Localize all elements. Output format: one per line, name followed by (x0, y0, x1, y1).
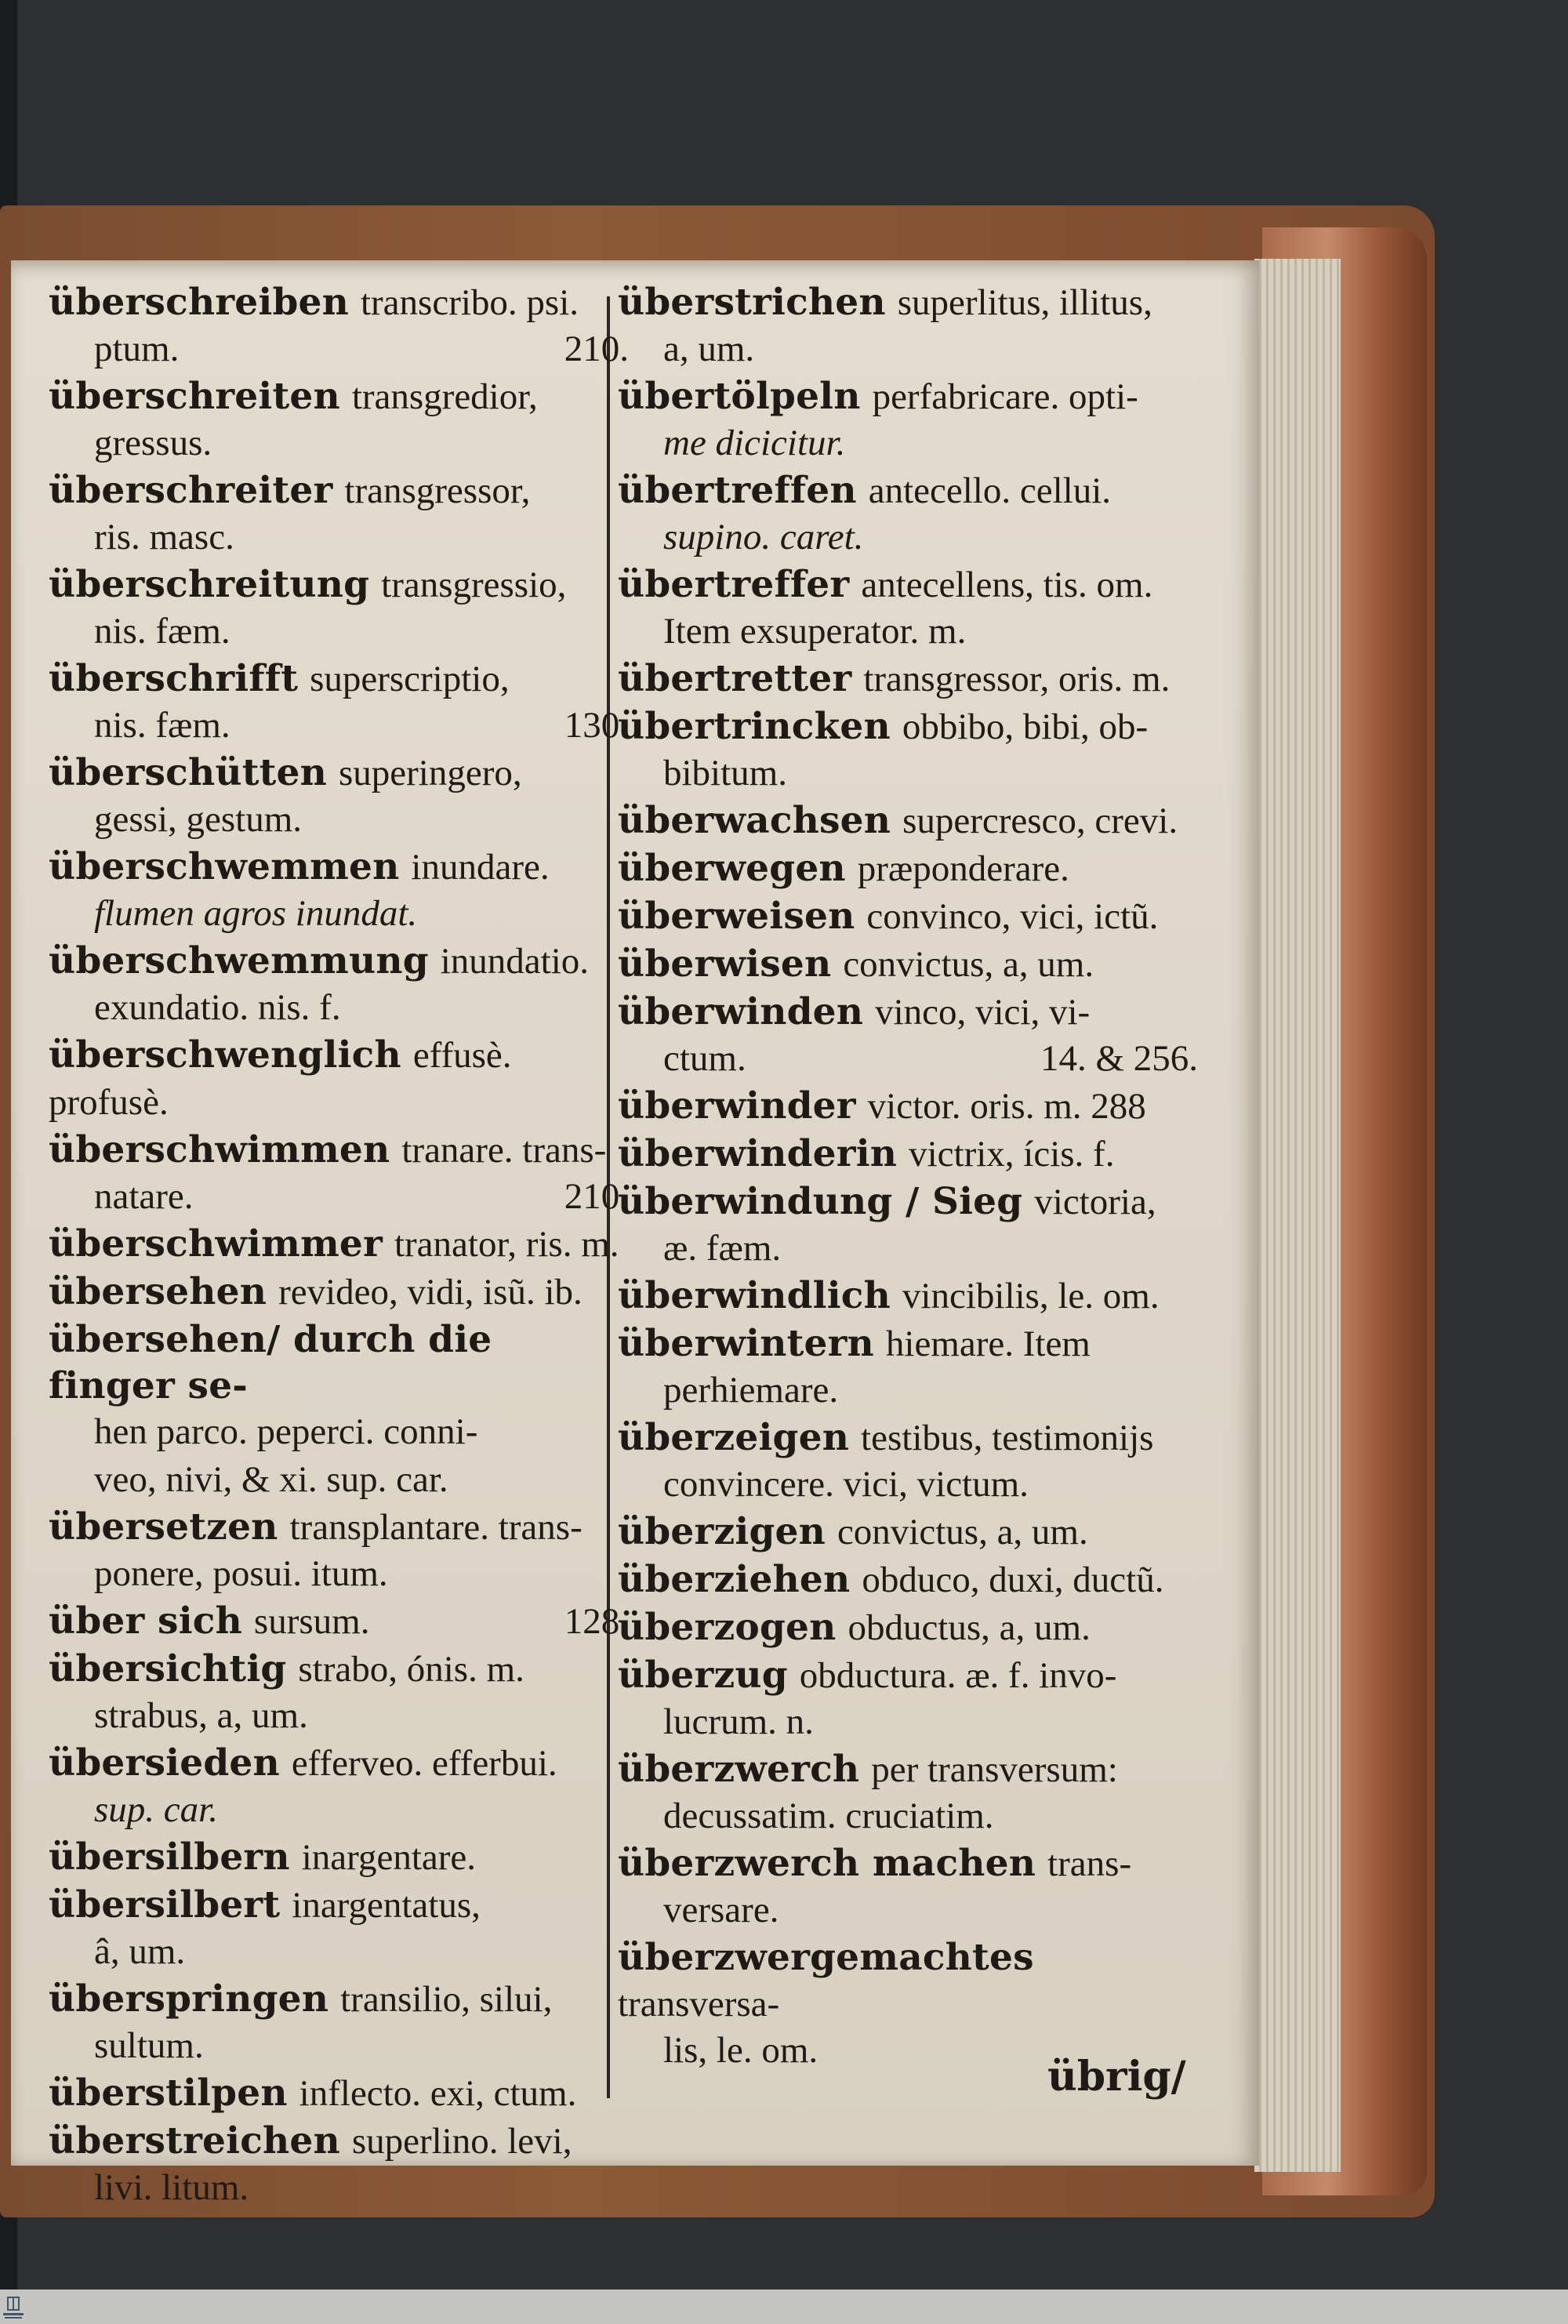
entry-headword: übertreffer (618, 563, 850, 606)
entry-line (49, 1646, 629, 1693)
entry-headword: überschwimmer (49, 1222, 383, 1265)
entry-translation: transgressor, oris. m. (863, 659, 1171, 699)
entry-line (49, 1221, 629, 1268)
entry-headword: überwindung / Sieg (618, 1180, 1023, 1223)
entry-translation: antecellens, tis. om. (861, 565, 1153, 605)
entry-headword: überschütten (49, 751, 328, 794)
entry-headword: überwinden (618, 990, 864, 1033)
entry-headword: überzwerch (618, 1748, 860, 1791)
entry-line (49, 373, 629, 420)
entry-translation: tranator, ris. m. (394, 1224, 619, 1265)
entry-line (618, 1178, 1198, 1226)
entry-translation: inargentare. (301, 1837, 476, 1878)
entry-continuation: natare. (94, 1176, 194, 1217)
entry-continuation: decussatim. cruciatim. (663, 1796, 994, 1836)
dictionary-entry (49, 1834, 629, 1881)
dictionary-entry (49, 844, 629, 937)
dictionary-entry (618, 1746, 1198, 1839)
entry-translation: effusè. profusè. (49, 1035, 512, 1123)
dictionary-entry (618, 1178, 1198, 1272)
entry-continuation: livi. litum. (94, 2167, 249, 2208)
entry-translation: inundatio. (440, 941, 590, 982)
entry-line (49, 750, 629, 797)
entry-continuation: strabus, a, um. (94, 1695, 308, 1736)
dictionary-entry (49, 938, 629, 1031)
entry-headword: überschreiten (49, 375, 340, 418)
dictionary-entry (618, 1840, 1198, 1934)
dictionary-entry (618, 703, 1198, 797)
entry-line (618, 989, 1198, 1036)
entry-headword: überwachsen (618, 799, 891, 842)
entry-translation: inflecto. exi, ctum. (299, 2073, 577, 2114)
entry-continuation: sultum. (94, 2025, 204, 2066)
dictionary-entry (49, 2070, 629, 2117)
entry-line (618, 845, 1198, 892)
entry-line (618, 1083, 1198, 1130)
entry-line (618, 1273, 1198, 1320)
dictionary-entry (49, 1740, 629, 1833)
entry-headword: überspringen (49, 1977, 329, 2021)
entry-line (618, 1934, 1198, 2028)
dictionary-entry (618, 989, 1198, 1082)
entry-translation: obductura. æ. f. invo- (799, 1655, 1117, 1696)
entry-line (618, 279, 1198, 326)
page-reference: 128. (564, 1601, 629, 1642)
dictionary-entry (49, 1221, 629, 1268)
entry-line (618, 941, 1198, 988)
dictionary-entry (49, 1598, 629, 1645)
dictionary-entry (618, 797, 1198, 844)
entry-line (618, 1840, 1198, 1887)
entry-headword: überzwergemachtes (618, 1936, 1034, 1979)
entry-translation: inargentatus, (292, 1885, 481, 1926)
entry-headword: übersieden (49, 1741, 280, 1785)
library-logo-icon (2, 2294, 25, 2321)
dictionary-entry (618, 1131, 1198, 1178)
entry-headword: übersehen/ durch die finger se- (49, 1318, 492, 1407)
entry-continuation: ponere, posui. itum. (94, 1553, 388, 1594)
entry-headword: überweisen (618, 895, 855, 938)
entry-translation: supercresco, crevi. (902, 801, 1178, 841)
entry-translation: revideo, vidi, isũ. ib. (278, 1272, 583, 1313)
dictionary-entry (49, 467, 629, 561)
dictionary-entry (49, 1504, 629, 1597)
entry-line (618, 655, 1198, 703)
dictionary-entry (49, 279, 629, 372)
entry-line (49, 279, 629, 326)
dictionary-entry (618, 1652, 1198, 1745)
entry-line (49, 1269, 629, 1316)
entry-translation: victor. oris. m. 288 (867, 1086, 1146, 1127)
entry-headword: übersilbern (49, 1836, 290, 1879)
entry-line (618, 1131, 1198, 1178)
page-reference: 210. (564, 329, 629, 369)
entry-translation: victoria, (1034, 1182, 1156, 1222)
entry-headword: überzwerch machen (618, 1842, 1036, 1885)
entry-translation: obbibo, bibi, ob- (902, 706, 1149, 747)
entry-continuation: exundatio. nis. f. (94, 987, 341, 1028)
entry-continuation: bibitum. (663, 753, 787, 793)
entry-line (49, 1834, 629, 1881)
entry-headword: überwisen (618, 942, 832, 986)
dictionary-entry (618, 655, 1198, 703)
entry-headword: übertretter (618, 657, 852, 700)
entry-headword: überschreitung (49, 563, 370, 606)
entry-line (618, 1746, 1198, 1793)
page-reference: 210. (564, 1176, 629, 1217)
entry-continuation: gessi, gestum. (94, 799, 303, 840)
entry-translation: strabo, ónis. m. (298, 1649, 524, 1690)
entry-translation: superlino. levi, (351, 2121, 572, 2162)
entry-headword: überwindlich (618, 1274, 891, 1317)
dictionary-entry (618, 1320, 1198, 1414)
entry-line (618, 703, 1198, 750)
dictionary-entry (49, 750, 629, 843)
entry-translation: superingero, (338, 753, 522, 793)
entry-translation: superlitus, illitus, (897, 282, 1152, 323)
entry-translation: testibus, testimonijs (861, 1418, 1154, 1458)
entry-line (49, 1316, 629, 1409)
entry-translation: per transversum: (871, 1749, 1118, 1790)
entry-headword: überzigen (618, 1510, 826, 1553)
entry-translation: transgressor, (344, 470, 531, 511)
entry-headword: überziehen (618, 1558, 851, 1601)
entry-line (618, 1414, 1198, 1462)
dictionary-entry (49, 2118, 629, 2211)
entry-headword: überschwenglich (49, 1033, 401, 1077)
entry-line (618, 1556, 1198, 1603)
entry-translation: perfabricare. opti- (872, 376, 1138, 417)
entry-continuation: lucrum. n. (663, 1701, 814, 1742)
entry-headword: überschwemmung (49, 939, 429, 982)
entry-translation: vinco, vici, vi- (875, 992, 1091, 1033)
dictionary-entry (49, 1032, 629, 1126)
dictionary-entry (618, 1556, 1198, 1603)
entry-line (49, 2118, 629, 2165)
entry-line (618, 1509, 1198, 1556)
entry-line (49, 655, 629, 703)
entry-headword: über sich (49, 1600, 242, 1643)
entry-translation: transplantare. trans- (289, 1507, 583, 1548)
entry-line (618, 893, 1198, 940)
entry-line (618, 561, 1198, 608)
page-reference: 130. (564, 705, 629, 746)
entry-line (49, 561, 629, 608)
dictionary-entry (49, 1269, 629, 1316)
entry-line (618, 373, 1198, 420)
dictionary-entry (618, 845, 1198, 892)
dictionary-entry (49, 1316, 629, 1455)
dictionary-entry (49, 1646, 629, 1739)
entry-translation: antecello. cellui. (868, 470, 1112, 511)
entry-continuation: Item exsuperator. m. (663, 611, 967, 652)
entry-line (49, 1976, 629, 2023)
entry-line (618, 1652, 1198, 1699)
entry-translation: transcribo. psi. (360, 282, 579, 323)
dictionary-entry (618, 279, 1198, 372)
entry-headword: überwegen (618, 847, 846, 890)
entry-translation: convinco, vici, ictũ. (866, 896, 1159, 937)
entry-line (49, 1456, 629, 1503)
entry-translation: trans- (1047, 1843, 1132, 1884)
entry-translation: convictus, a, um. (837, 1512, 1088, 1552)
entry-headword: übersehen (49, 1270, 267, 1313)
entry-continuation: convincere. vici, victum. (663, 1464, 1029, 1505)
entry-translation: præponderare. (857, 848, 1069, 889)
entry-headword: übertreffen (618, 469, 857, 512)
dictionary-entry (618, 561, 1198, 655)
dictionary-entry (618, 467, 1198, 561)
entry-translation: obduco, duxi, ductũ. (862, 1560, 1164, 1600)
entry-continuation: supino. caret. (663, 517, 864, 557)
entry-line (49, 467, 629, 514)
dictionary-entry (49, 655, 629, 749)
dictionary-entry (618, 1509, 1198, 1556)
dictionary-entry (618, 373, 1198, 467)
page-edges (1254, 259, 1341, 2172)
dictionary-entry (49, 1456, 629, 1503)
entry-line (49, 1032, 629, 1126)
entry-line (618, 1320, 1198, 1367)
entry-continuation: nis. fæm. (94, 611, 230, 652)
entry-headword: übersilbert (49, 1883, 281, 1926)
dictionary-entry (618, 1083, 1198, 1130)
entry-headword: überschreiben (49, 281, 350, 324)
entry-headword: überschwimmen (49, 1128, 390, 1171)
dictionary-entry (618, 1604, 1198, 1651)
entry-translation: transgressio, (381, 565, 567, 605)
dictionary-entry (618, 1414, 1198, 1508)
entry-continuation: perhiemare. (663, 1370, 839, 1411)
entry-headword: überschwemmen (49, 845, 400, 888)
entry-line (49, 1598, 629, 1645)
entry-continuation: ris. masc. (94, 517, 234, 557)
left-column (49, 279, 629, 2212)
entry-headword: übersetzen (49, 1505, 278, 1549)
entry-translation: transilio, silui, (340, 1979, 553, 2020)
dictionary-entry (49, 373, 629, 467)
right-column (618, 279, 1198, 2075)
entry-continuation: nis. fæm. (94, 705, 230, 746)
entry-line (49, 1882, 629, 1929)
entry-headword: übertölpeln (618, 375, 861, 418)
entry-line (618, 1604, 1198, 1651)
entry-line (49, 1740, 629, 1787)
entry-headword: überwintern (618, 1322, 874, 1365)
entry-translation: obductus, a, um. (848, 1607, 1091, 1648)
entry-headword: überzeigen (618, 1416, 850, 1459)
entry-headword: überzogen (618, 1606, 837, 1649)
entry-line (618, 797, 1198, 844)
entry-translation: superscriptio, (310, 659, 510, 699)
entry-line (49, 2070, 629, 2117)
entry-continuation: sup. car. (94, 1789, 218, 1830)
dictionary-entry (49, 1882, 629, 1975)
entry-line (49, 1504, 629, 1551)
entry-headword: überschreiter (49, 469, 333, 512)
entry-continuation: hen parco. peperci. conni- (94, 1411, 478, 1452)
entry-translation: sursum. (253, 1601, 370, 1642)
entry-continuation: gressus. (94, 423, 212, 463)
entry-headword: überzug (618, 1654, 788, 1697)
entry-translation: vincibilis, le. om. (902, 1276, 1160, 1316)
entry-continuation: flumen agros inundat. (94, 893, 418, 934)
dictionary-entry (618, 941, 1198, 988)
entry-translation: transversa- (618, 1984, 780, 2024)
page-reference: 14. & 256. (1040, 1038, 1198, 1079)
entry-headword: übersichtig (49, 1647, 287, 1690)
entry-continuation: versare. (663, 1890, 779, 1930)
entry-continuation: me dicicitur. (663, 423, 846, 463)
dictionary-entry (49, 561, 629, 655)
entry-line (49, 844, 629, 891)
entry-headword: überwinderin (618, 1132, 898, 1175)
dictionary-entry (49, 1127, 629, 1220)
dictionary-entry (618, 1273, 1198, 1320)
entry-translation: veo, nivi, & xi. sup. car. (94, 1459, 448, 1500)
viewer-footer-bar (0, 2290, 1568, 2324)
entry-translation: victrix, ícis. f. (909, 1134, 1115, 1175)
entry-headword: überwinder (618, 1084, 856, 1128)
entry-continuation: lis, le. om. (663, 2030, 818, 2071)
dictionary-entry (618, 893, 1198, 940)
entry-translation: transgredior, (351, 376, 538, 417)
entry-headword: überstrichen (618, 281, 886, 324)
dictionary-entry (49, 1976, 629, 2069)
entry-translation: inundare. (411, 847, 550, 888)
entry-continuation: ptum. (94, 329, 180, 369)
entry-headword: überstreichen (49, 2119, 340, 2162)
entry-line (49, 938, 629, 985)
entry-headword: überschrifft (49, 657, 299, 700)
entry-line (618, 467, 1198, 514)
entry-continuation: â, um. (94, 1931, 186, 1972)
entry-translation: convictus, a, um. (843, 944, 1094, 985)
entry-continuation: ctum. (663, 1038, 746, 1079)
entry-translation: tranare. trans- (401, 1130, 607, 1171)
entry-continuation: æ. fæm. (663, 1228, 782, 1269)
entry-headword: überstilpen (49, 2072, 288, 2115)
catchword: übrig/ (1047, 2053, 1186, 2101)
entry-headword: übertrincken (618, 705, 891, 748)
entry-line (49, 1127, 629, 1174)
entry-continuation: a, um. (663, 329, 755, 369)
entry-translation: efferveo. efferbui. (291, 1743, 557, 1784)
entry-translation: hiemare. Item (885, 1324, 1091, 1364)
